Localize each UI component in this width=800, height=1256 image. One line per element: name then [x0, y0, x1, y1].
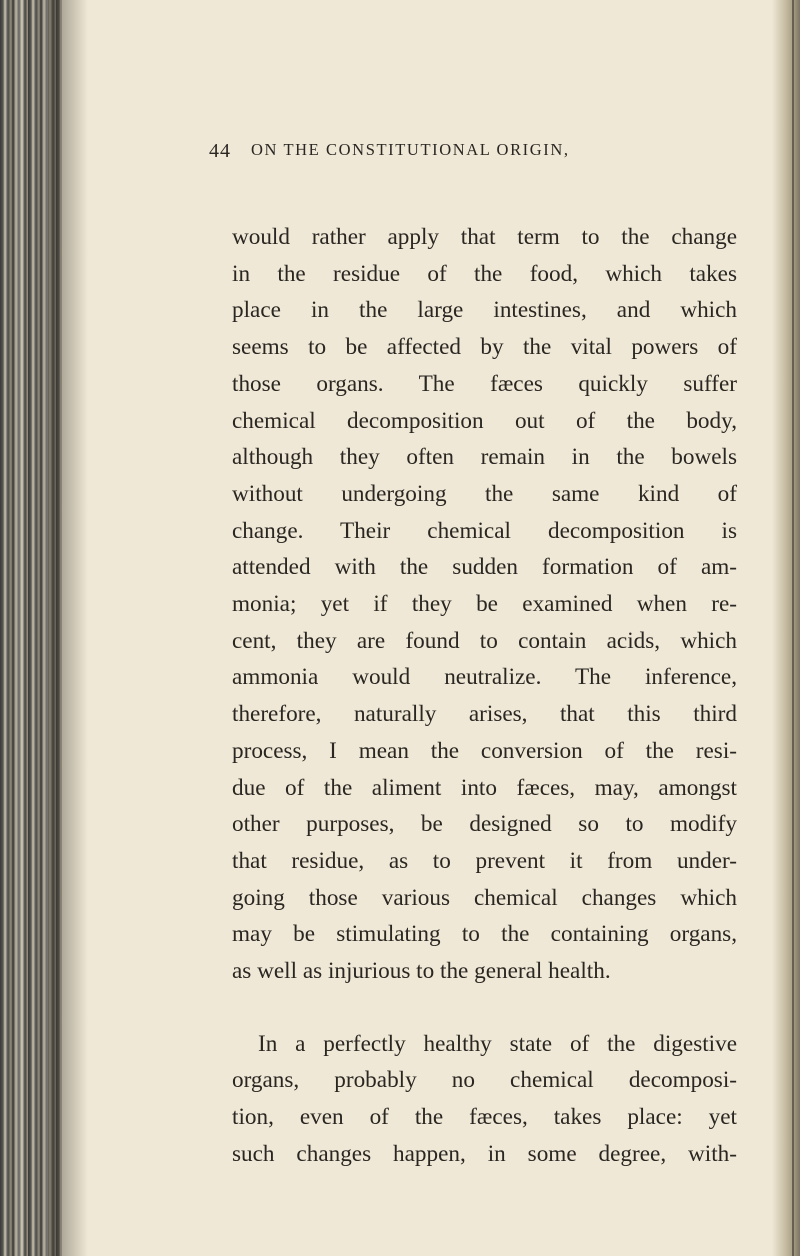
text-line: without undergoing the same kind of	[232, 480, 737, 507]
text-line: In a perfectly healthy state of the digestive	[258, 1030, 737, 1057]
text-line: those organs. The fæces quickly suffer	[232, 370, 737, 397]
text-line: going those various chemical changes which	[232, 884, 737, 911]
text-line: would rather apply that term to the change	[232, 224, 737, 250]
text-line: seems to be affected by the vital powers of	[232, 334, 737, 361]
text-line: in the residue of the food, which takes	[232, 260, 737, 287]
text-line: may be stimulating to the containing organs,	[232, 921, 737, 948]
text-line: tion, even of the fæces, takes place: yet	[232, 1104, 737, 1131]
text-line: change. Their chemical decomposition is	[232, 517, 737, 544]
text-line: as well as injurious to the general health.	[232, 958, 611, 985]
page-header	[209, 140, 751, 170]
text-line: due of the aliment into fæces, may, amongst	[232, 774, 737, 801]
text-line: place in the large intestines, and which	[232, 297, 737, 324]
gutter-shadow	[48, 0, 88, 1256]
page-edge-shadow	[772, 0, 800, 1256]
text-line: other purposes, be designed so to modify	[232, 811, 737, 838]
body-text	[232, 219, 737, 1173]
text-line: that residue, as to prevent it from under-	[232, 847, 737, 874]
page-number: 44	[209, 140, 231, 162]
text-line: chemical decomposition out of the body,	[232, 407, 737, 434]
text-line: process, I mean the conversion of the resi-	[232, 737, 737, 764]
text-line: cent, they are found to contain acids, which	[232, 627, 737, 654]
text-line: monia; yet if they be examined when re-	[232, 591, 737, 618]
paragraph-gap	[232, 990, 737, 1026]
text-line: although they often remain in the bowels	[232, 444, 737, 471]
running-head: ON THE CONSTITUTIONAL ORIGIN,	[251, 140, 570, 159]
text-line: organs, probably no chemical decomposi-	[232, 1067, 737, 1094]
text-line: therefore, naturally arises, that this third	[232, 701, 737, 728]
text-line: such changes happen, in some degree, with-	[232, 1140, 737, 1167]
page-edge-line	[792, 0, 794, 1256]
text-line: ammonia would neutralize. The inference,	[232, 664, 737, 691]
text-line: attended with the sudden formation of am-	[232, 554, 737, 581]
